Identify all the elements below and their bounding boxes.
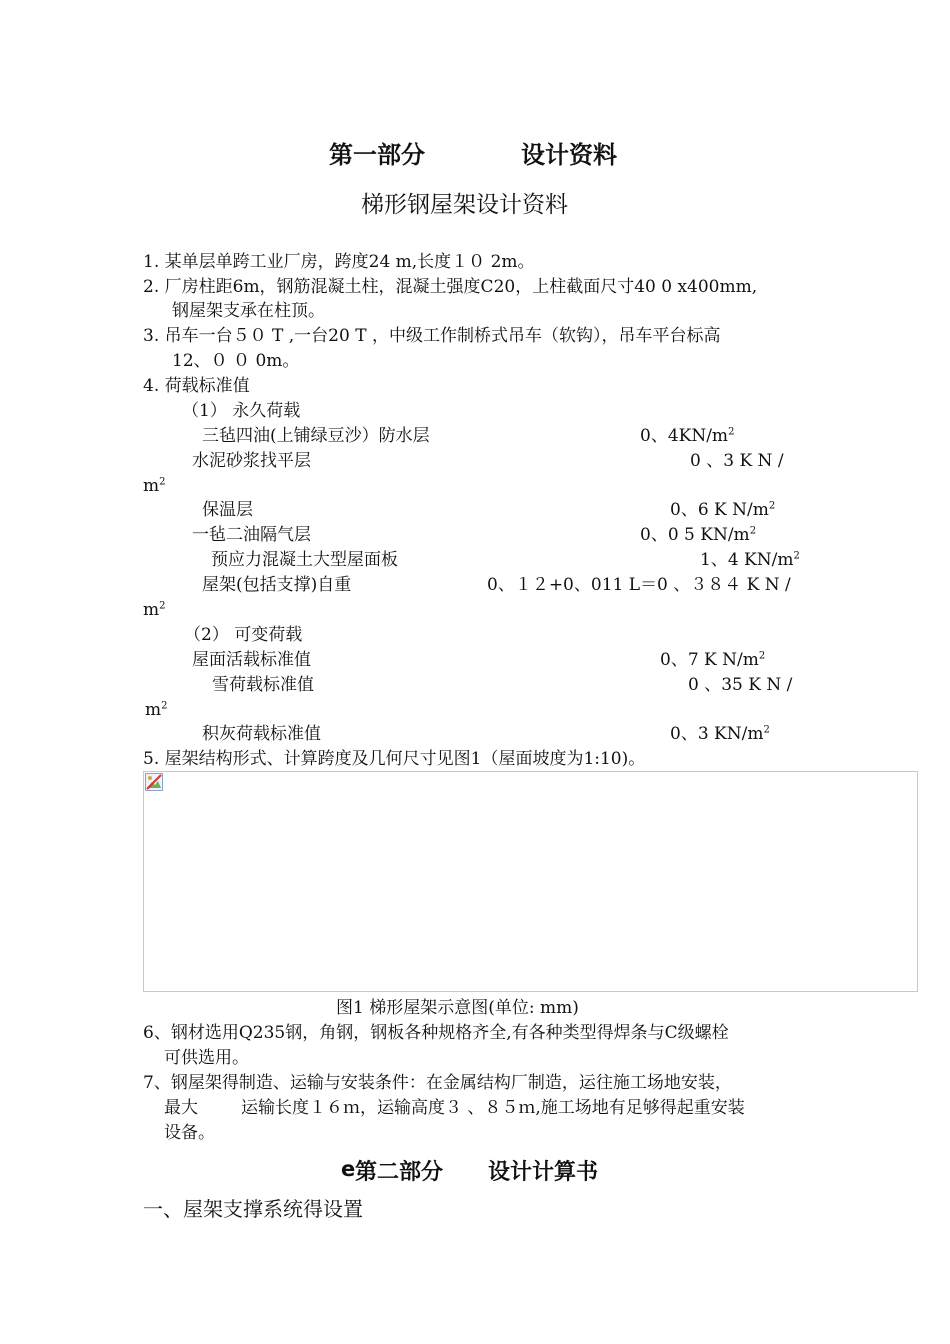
- item-7-line-2a: 最大: [164, 1098, 198, 1118]
- part2-title-b: 设计计算书: [488, 1160, 599, 1185]
- permanent-load-heading: （1） 永久荷载: [182, 401, 301, 421]
- item-6-line-1: 6、钢材选用Q235钢，角钢，钢板各种规格齐全,有各种类型得焊条与C级螺栓: [143, 1023, 729, 1043]
- load-name: 保温层: [202, 500, 253, 520]
- item-2-line-2: 钢屋架支承在柱顶。: [172, 301, 325, 321]
- load-name: 积灰荷载标准值: [202, 724, 321, 744]
- load-value: 0、0 5 $KN/m^2$: [640, 525, 757, 545]
- load-value: 0 、3 K N /: [690, 451, 784, 471]
- item-2-line-1: 2. 厂房柱距6m，钢筋混凝土柱，混凝土强度C20，上柱截面尺寸40 0 x400mm,: [143, 277, 758, 297]
- item-6-line-2: 可供选用。: [164, 1048, 249, 1068]
- figure-caption: 图1 梯形屋架示意图(单位: mm): [336, 998, 579, 1018]
- item-7-line-2b: 运输长度１６ｍ，运输高度３ 、８５ｍ,施工场地有足够得起重安装: [241, 1098, 745, 1118]
- document-subtitle: 梯形钢屋架设计资料: [361, 192, 568, 218]
- load-unit-wrap: $m^2$: [143, 476, 166, 496]
- part2-title-a: 第二部分: [355, 1160, 444, 1185]
- item-7-line-3: 设备。: [164, 1123, 215, 1143]
- item-3-line-1: 3. 吊车一台５０ T ,一台20 T ，中级工作制桥式吊车（软钩），吊车平台标高: [143, 326, 721, 346]
- load-name: 水泥砂浆找平层: [192, 451, 311, 471]
- item-1: 1. 某单层单跨工业厂房，跨度24 m,长度１０ 2m。: [143, 252, 535, 272]
- load-name: 一毡二油隔气层: [192, 525, 311, 545]
- load-value: 1、4 $KN/m^2$: [700, 550, 800, 570]
- load-value: 0、$4KN/m^2$: [640, 426, 735, 446]
- load-value: 0、7 K $N/m^2$: [660, 650, 766, 670]
- section-1-heading: 一、屋架支撑系统得设置: [143, 1197, 363, 1221]
- load-name: 屋面活载标准值: [192, 650, 311, 670]
- load-value: 0 、35 K N /: [688, 675, 793, 695]
- part2-mark: e: [341, 1157, 356, 1181]
- load-value: 0、6 K $N/m^2$: [670, 500, 776, 520]
- load-name: 雪荷载标准值: [212, 675, 314, 695]
- part1-title-b: 设计资料: [521, 141, 617, 169]
- load-value: 0、3 $KN/m^2$: [670, 724, 770, 744]
- load-name: 屋架(包括支撑)自重: [202, 575, 352, 595]
- load-value: 0、１２+0、011 L＝0 、３８４ K N /: [487, 575, 791, 595]
- part1-title-a: 第一部分: [329, 141, 425, 169]
- load-unit-wrap: $m^2$: [143, 600, 166, 620]
- figure-1-frame: [143, 771, 918, 992]
- load-name: 预应力混凝土大型屋面板: [211, 550, 398, 570]
- load-name: 三毡四油(上铺绿豆沙）防水层: [202, 426, 430, 446]
- item-7-line-1: 7、钢屋架得制造、运输与安装条件：在金属结构厂制造，运往施工场地安装，: [143, 1073, 732, 1093]
- variable-load-heading: （2） 可变荷载: [184, 625, 303, 645]
- load-unit-wrap: $m^2$: [145, 700, 168, 720]
- broken-image-icon: [144, 772, 164, 792]
- item-4: 4. 荷载标准值: [143, 376, 250, 396]
- item-3-line-2: 12、０ ０ 0m。: [172, 351, 300, 371]
- item-5: 5. 屋架结构形式、计算跨度及几何尺寸见图1（屋面坡度为1:10)。: [143, 749, 646, 769]
